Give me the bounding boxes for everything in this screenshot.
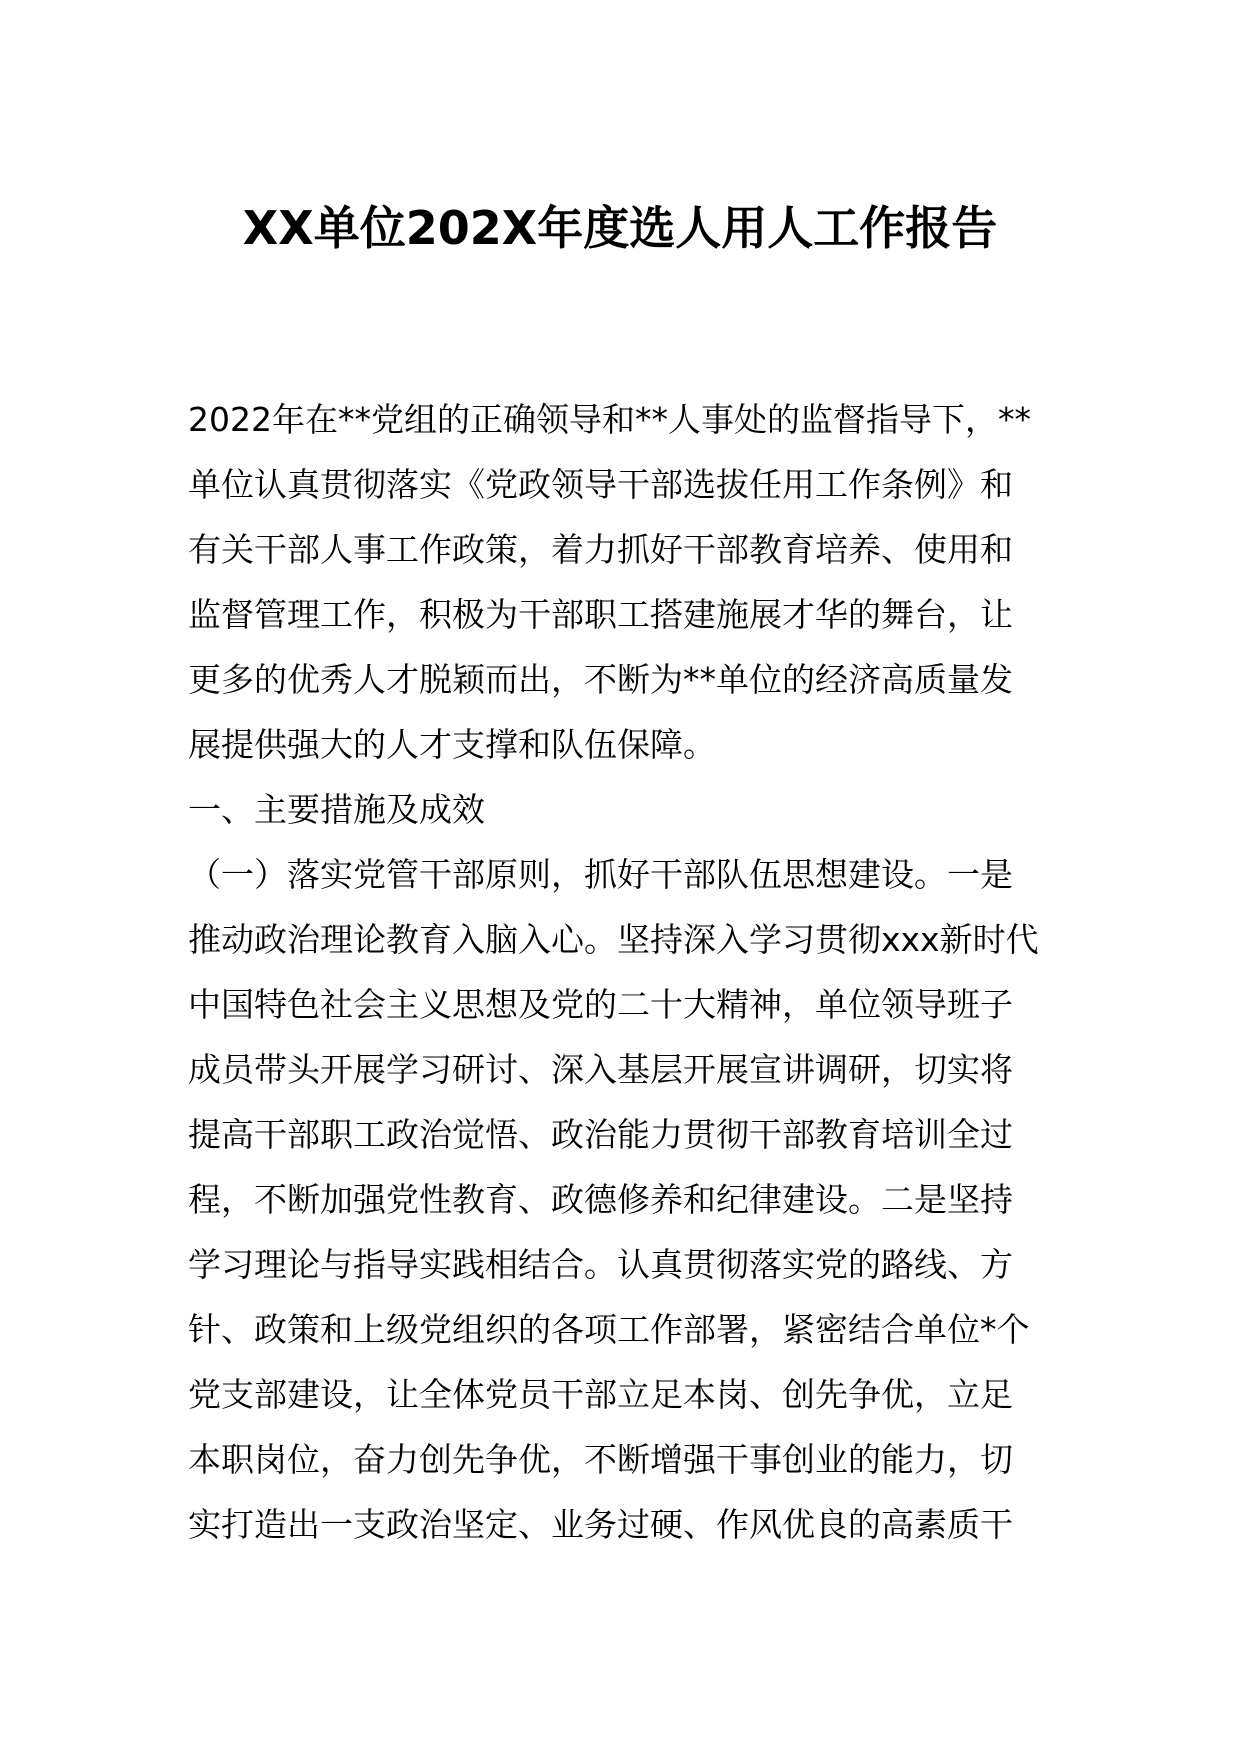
body-line: 成员带头开展学习研讨、深入基层开展宣讲调研，切实将 bbox=[188, 1050, 1013, 1089]
document-title: XX单位202X年度选人用人工作报告 bbox=[242, 201, 998, 255]
subsection-line: （一）落实党管干部原则，抓好干部队伍思想建设。一是 bbox=[188, 855, 1013, 894]
body-line: 实打造出一支政治坚定、业务过硬、作风优良的高素质干 bbox=[188, 1505, 1013, 1544]
body-line: 提高干部职工政治觉悟、政治能力贯彻干部教育培训全过 bbox=[188, 1115, 1013, 1154]
document-body bbox=[188, 387, 1068, 1557]
section-heading: 一、主要措施及成效 bbox=[188, 790, 485, 829]
body-line: 针、政策和上级党组织的各项工作部署，紧密结合单位*个 bbox=[188, 1310, 1030, 1349]
body-line: 中国特色社会主义思想及党的二十大精神，单位领导班子 bbox=[188, 985, 1013, 1024]
body-line: 本职岗位，奋力创先争优，不断增强干事创业的能力，切 bbox=[188, 1440, 1013, 1479]
body-line: 单位认真贯彻落实《党政领导干部选拔任用工作条例》和 bbox=[188, 465, 1013, 504]
body-line: 更多的优秀人才脱颖而出，不断为**单位的经济高质量发 bbox=[188, 660, 1013, 699]
body-line: 学习理论与指导实践相结合。认真贯彻落实党的路线、方 bbox=[188, 1245, 1013, 1284]
body-line: 监督管理工作，积极为干部职工搭建施展才华的舞台，让 bbox=[188, 595, 1013, 634]
body-line: 2022年在**党组的正确领导和**人事处的监督指导下，** bbox=[188, 400, 1031, 439]
body-line: 有关干部人事工作政策，着力抓好干部教育培养、使用和 bbox=[188, 530, 1013, 569]
body-line: 程，不断加强党性教育、政德修养和纪律建设。二是坚持 bbox=[188, 1180, 1013, 1219]
body-line: 推动政治理论教育入脑入心。坚持深入学习贯彻xxx新时代 bbox=[188, 920, 1039, 959]
body-line: 展提供强大的人才支撑和队伍保障。 bbox=[188, 725, 716, 764]
body-line: 党支部建设，让全体党员干部立足本岗、创先争优，立足 bbox=[188, 1375, 1013, 1414]
